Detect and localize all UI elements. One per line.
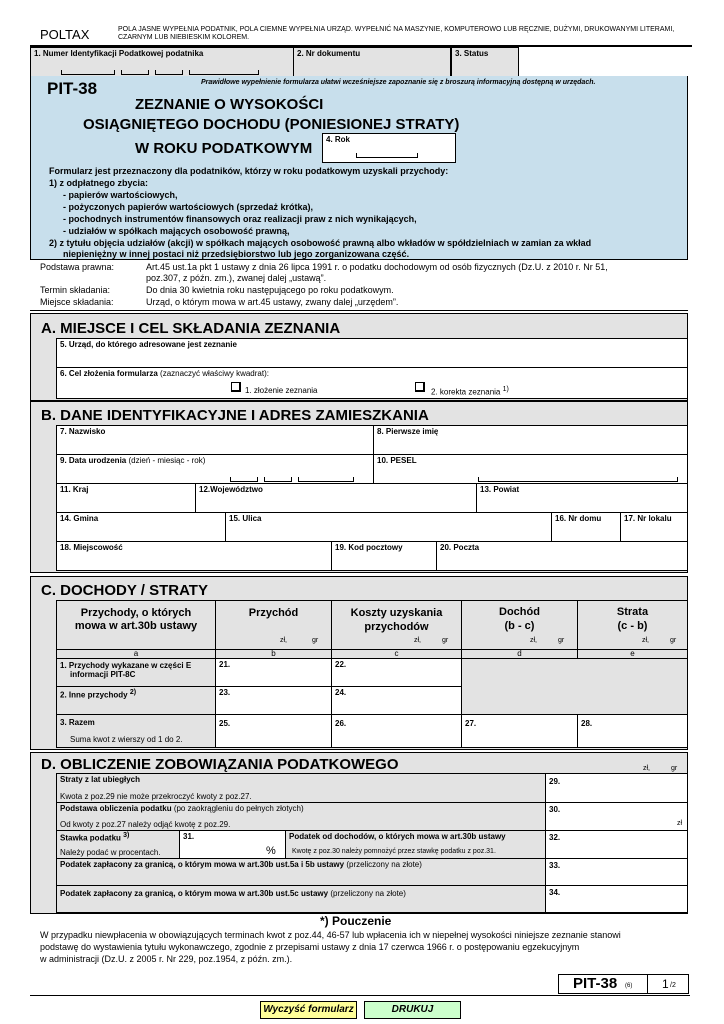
birth-date-field[interactable]: 9. Data urodzenia (dzień - miesiąc - rok) bbox=[56, 454, 374, 484]
title-line-1: ZEZNANIE O WYSOKOŚCI bbox=[135, 96, 324, 113]
notice-line-2: podstawę do wystawienia tytułu wykonawczego, zgodnie z przepisami ustawy z dnia 17 czerwca 1966 r. o postępowaniu egzekucyjnym bbox=[40, 942, 580, 952]
clear-form-button[interactable]: Wyczyść formularz bbox=[260, 1001, 357, 1019]
tax-label: Podatek od dochodów, o których mowa w art.30b ustawy Kwotę z poz.30 należy pomnożyć przez stawkę podatku z poz.31. bbox=[285, 830, 546, 859]
section-b-title: B. DANE IDENTYFIKACYJNE I ADRES ZAMIESZKANIA bbox=[41, 407, 429, 424]
field-31[interactable]: 31. % bbox=[179, 830, 286, 859]
field-30[interactable]: 30. zł bbox=[545, 802, 688, 831]
option-correction-checkbox[interactable] bbox=[415, 382, 425, 392]
title-line-2: OSIĄGNIĘTEGO DOCHODU (PONIESIONEJ STRATY) bbox=[83, 116, 460, 133]
house-number-field[interactable]: 16. Nr domu bbox=[551, 512, 621, 542]
print-button[interactable]: DRUKUJ bbox=[364, 1001, 461, 1019]
field-22[interactable]: 22. bbox=[331, 658, 462, 687]
field-28[interactable]: 28. bbox=[577, 714, 688, 748]
field-33[interactable]: 33. bbox=[545, 858, 688, 886]
field-29[interactable]: 29. bbox=[545, 773, 688, 803]
tax-base-label: Podstawa obliczenia podatku (po zaokrągleniu do pełnych złotych) Od kwoty z poz.27 należy odjąć kwotę z poz.29. bbox=[56, 802, 546, 831]
field-24[interactable]: 24. bbox=[331, 686, 462, 715]
title-line-3: W ROKU PODATKOWYM bbox=[135, 140, 313, 157]
form-code: PIT-38 bbox=[47, 79, 98, 98]
notice-line-3: w administracji (Dz.U. z 2005 r. Nr 229, poz.1954, z późn. zm.). bbox=[40, 954, 293, 964]
field-32[interactable]: 32. bbox=[545, 830, 688, 859]
office-field[interactable]: 5. Urząd, do którego adresowane jest zeznanie bbox=[56, 338, 688, 368]
municipality-field[interactable]: 14. Gmina bbox=[56, 512, 226, 542]
field-23[interactable]: 23. bbox=[215, 686, 332, 715]
section-c-title: C. DOCHODY / STRATY bbox=[41, 582, 208, 599]
voivodeship-field[interactable]: 12.Województwo bbox=[195, 483, 477, 513]
header-hint: Prawidłowe wypełnienie formularza ułatwi wcześniejsze zapoznanie się z broszurą informacyjną dostępną w urzędach. bbox=[201, 79, 596, 86]
field-25[interactable]: 25. bbox=[215, 714, 332, 748]
losses-label: Straty z lat ubiegłych Kwota z poz.29 nie może przekroczyć kwoty z poz.27. bbox=[56, 773, 546, 803]
pesel-field[interactable]: 10. PESEL bbox=[373, 454, 688, 484]
col-d-header: Dochód (b - c) zł, gr bbox=[461, 600, 578, 650]
field-21[interactable]: 21. bbox=[215, 658, 332, 687]
foreign-tax-5c-label: Podatek zapłacony za granicą, o którym mowa w art.30b ust.5c ustawy (przeliczony na złote) bbox=[56, 885, 546, 913]
purpose-intro: Formularz jest przeznaczony dla podatników, którzy w roku podatkowym uzyskali przychody: bbox=[49, 166, 449, 176]
notice-title: *) Pouczenie bbox=[320, 914, 392, 928]
col-b-header: Przychód zł, gr bbox=[215, 600, 332, 650]
year-field[interactable]: 4. Rok bbox=[322, 133, 456, 163]
status-field: 3. Status bbox=[451, 47, 519, 77]
footer-page: 1 /2 bbox=[647, 974, 689, 994]
apartment-number-field[interactable]: 17. Nr lokalu bbox=[620, 512, 688, 542]
footer-form-code: PIT-38 (6) bbox=[558, 974, 648, 994]
row-2-label: 2. Inne przychody $^{2)}$ bbox=[56, 686, 216, 715]
section-d-title: D. OBLICZENIE ZOBOWIĄZANIA PODATKOWEGO bbox=[41, 756, 399, 773]
top-instructions: POLA JASNE WYPEŁNIA PODATNIK, POLA CIEMNE WYPEŁNIA URZĄD. WYPEŁNIĆ NA MASZYNIE, KOMPUTEROWO LUB RĘCZNIE, DUŻYMI, DRUKOWANYMI LITERAMI, CZARNYM LUB NIEBIESKIM KOLOREM. bbox=[118, 26, 675, 41]
country-field[interactable]: 11. Kraj bbox=[56, 483, 196, 513]
document-number-field: 2. Nr dokumentu bbox=[293, 47, 451, 77]
notice-line-1: W przypadku niewpłacenia w obowiązujących terminach kwot z poz.44, 46-57 lub wpłacenia ich w niepełnej wysokości niniejsze zeznanie stanowi bbox=[40, 930, 621, 940]
field-26[interactable]: 26. bbox=[331, 714, 462, 748]
city-field[interactable]: 18. Miejscowość bbox=[56, 541, 332, 571]
first-name-field[interactable]: 8. Pierwsze imię bbox=[373, 425, 688, 455]
street-field[interactable]: 15. Ulica bbox=[225, 512, 552, 542]
field-27[interactable]: 27. bbox=[461, 714, 578, 748]
field-34[interactable]: 34. bbox=[545, 885, 688, 913]
option-filing-checkbox[interactable] bbox=[231, 382, 241, 392]
tax-rate-label: Stawka podatku $^{3)}$ Należy podać w procentach. bbox=[56, 830, 180, 859]
header-panel: PIT-38 Prawidłowe wypełnienie formularza ułatwi wcześniejsze zapoznanie się z broszurą informacyjną dostępną w urzędach. ZEZNANIE O WYSOKOŚCI OSIĄGNIĘTEGO DOCHODU (PONIESIONEJ STRATY) W ROKU PODATKOWYM 4. Rok Formularz jest przeznaczony dla podatników, którzy w roku podatkowym uzyskali przychody: 1) z odpłatnego zbycia: - papierów wartościowych, - pożyczonych papierów wartościowych (sprzedaż krótka), - pochodnych instrumentów finansowych oraz realizacji praw z nich wynikających, - udziałów w spółkach mających osobowość prawną, 2) z tytułu objęcia udziałów (akcji) w spółkach mających osobowość prawną albo wkładów w spółdzielniach w zamian za wkład niepieniężny w innej postaci niż przedsiębiorstwo lub jego zorganizowana część. bbox=[30, 76, 688, 260]
nip-field: 1. Numer Identyfikacji Podatkowej podatnika bbox=[30, 47, 294, 77]
postal-code-field[interactable]: 19. Kod pocztowy bbox=[331, 541, 437, 571]
section-a-title: A. MIEJSCE I CEL SKŁADANIA ZEZNANIA bbox=[41, 320, 341, 337]
foreign-tax-5a-label: Podatek zapłacony za granicą, o którym mowa w art.30b ust.5a i 5b ustawy (przeliczony na złote) bbox=[56, 858, 546, 886]
col-a-header: Przychody, o których mowa w art.30b ustawy bbox=[56, 600, 216, 650]
col-c-header: Koszty uzyskania przychodów zł, gr bbox=[331, 600, 462, 650]
brand-logo: POLTAX bbox=[40, 27, 90, 42]
surname-field[interactable]: 7. Nazwisko bbox=[56, 425, 374, 455]
county-field[interactable]: 13. Powiat bbox=[476, 483, 688, 513]
post-office-field[interactable]: 20. Poczta bbox=[436, 541, 688, 571]
purpose-field: 6. Cel złożenia formularza (zaznaczyć właściwy kwadrat): 1. złożenie zeznania 2. korekta zeznania $^{1)}$ bbox=[56, 367, 688, 399]
row-1-label: 1. Przychody wykazane w części E informacji PIT-8C bbox=[56, 658, 216, 687]
section-d: D. OBLICZENIE ZOBOWIĄZANIA PODATKOWEGO zł, gr bbox=[30, 752, 688, 914]
col-e-header: Strata (c - b) zł, gr bbox=[577, 600, 688, 650]
row-3-label: 3. Razem Suma kwot z wierszy od 1 do 2. bbox=[56, 714, 216, 748]
